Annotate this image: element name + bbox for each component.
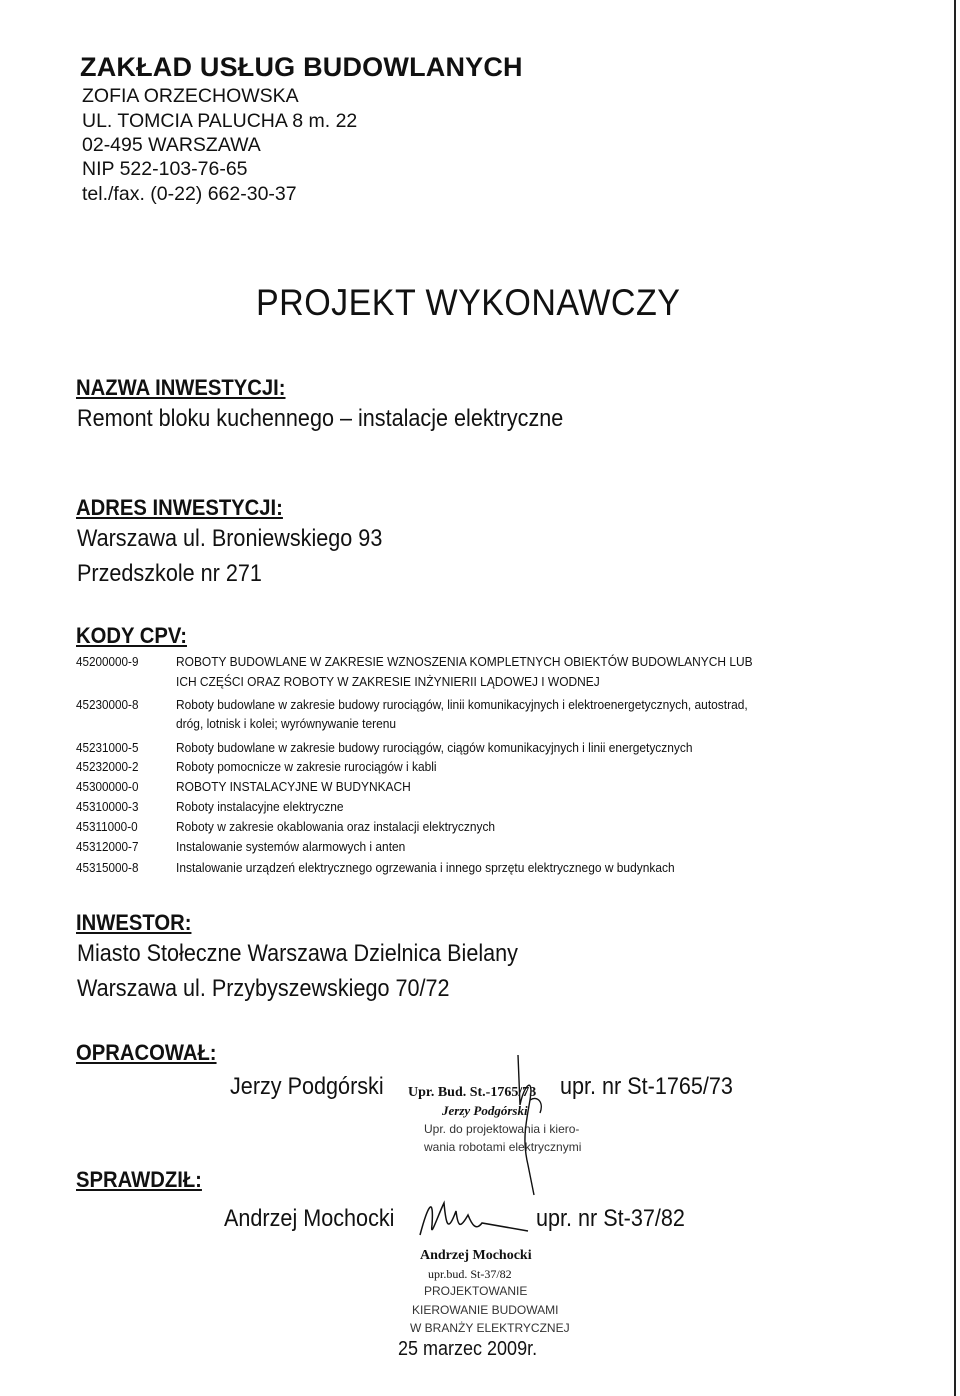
cpv-code: 45232000-2 — [76, 759, 139, 774]
investor-line1: Miasto Stołeczne Warszawa Dzielnica Bielany — [77, 940, 518, 967]
prepared-stamp-line2: Jerzy Podgórski — [442, 1103, 528, 1118]
company-city: 02-495 WARSZAWA — [82, 134, 261, 156]
investment-name-label: NAZWA INWESTYCJI: — [76, 375, 286, 400]
checked-label: SPRAWDZIŁ: — [76, 1167, 202, 1192]
company-street: UL. TOMCIA PALUCHA 8 m. 22 — [82, 110, 358, 132]
company-nip: NIP 522-103-76-65 — [82, 158, 248, 180]
cpv-code: 45311000-0 — [76, 819, 138, 834]
prepared-license: upr. nr St-1765/73 — [560, 1073, 733, 1100]
investor-line2: Warszawa ul. Przybyszewskiego 70/72 — [77, 975, 450, 1002]
cpv-label: KODY CPV: — [76, 623, 187, 648]
cpv-description: Instalowanie urządzeń elektrycznego ogrzewania i innego sprzętu elektrycznego w budynkach — [176, 860, 675, 875]
investment-address-line2: Przedszkole nr 271 — [77, 560, 262, 587]
checked-signature — [410, 1185, 530, 1245]
cpv-code: 45310000-3 — [76, 799, 139, 814]
cpv-code: 45231000-5 — [76, 740, 139, 755]
cpv-code: 45315000-8 — [76, 860, 139, 875]
prepared-label: OPRACOWAŁ: — [76, 1040, 217, 1065]
page-edge-line — [954, 0, 956, 1396]
cpv-description-continued: ICH CZĘŚCI ORAZ ROBOTY W ZAKRESIE INŻYNIERII LĄDOWEJ I WODNEJ — [176, 674, 600, 689]
cpv-code: 45312000-7 — [76, 839, 139, 854]
checked-stamp-line5: W BRANŻY ELEKTRYCZNEJ — [410, 1321, 570, 1335]
prepared-stamp-line1: Upr. Bud. St.-1765/73 — [408, 1085, 537, 1100]
cpv-description: ROBOTY INSTALACYJNE W BUDYNKACH — [176, 779, 411, 794]
cpv-description: ROBOTY BUDOWLANE W ZAKRESIE WZNOSZENIA KOMPLETNYCH OBIEKTÓW BUDOWLANYCH LUB — [176, 654, 753, 669]
cpv-description-continued: dróg, lotnisk i kolei; wyrównywanie terenu — [176, 716, 397, 731]
checked-stamp-line2: upr.bud. St-37/82 — [428, 1267, 512, 1281]
checked-stamp-line4: KIEROWANIE BUDOWAMI — [412, 1303, 559, 1317]
investment-address-label: ADRES INWESTYCJI: — [76, 495, 283, 520]
cpv-description: Roboty instalacyjne elektryczne — [176, 799, 344, 814]
checked-stamp-line1: Andrzej Mochocki — [420, 1248, 532, 1263]
prepared-stamp-line3: Upr. do projektowania i kiero- — [424, 1122, 580, 1136]
checked-name: Andrzej Mochocki — [224, 1205, 395, 1232]
company-name: ZAKŁAD USŁUG BUDOWLANYCH — [80, 52, 523, 82]
company-phone: tel./fax. (0-22) 662-30-37 — [82, 183, 297, 205]
checked-stamp-line3: PROJEKTOWANIE — [424, 1284, 528, 1298]
cpv-code: 45200000-9 — [76, 654, 139, 669]
cpv-description: Roboty w zakresie okablowania oraz instalacji elektrycznych — [176, 819, 496, 834]
company-owner: ZOFIA ORZECHOWSKA — [82, 85, 299, 107]
cpv-description: Roboty budowlane w zakresie budowy rurociągów, ciągów komunikacyjnych i linii energetycznych — [176, 740, 693, 755]
checked-license: upr. nr St-37/82 — [536, 1205, 685, 1232]
investment-address-line1: Warszawa ul. Broniewskiego 93 — [77, 525, 383, 552]
document-date: 25 marzec 2009r. — [398, 1338, 538, 1360]
investor-label: INWESTOR: — [76, 910, 192, 935]
prepared-signature — [500, 1045, 560, 1195]
investment-name: Remont bloku kuchennego – instalacje elektryczne — [77, 405, 564, 432]
cpv-description: Roboty budowlane w zakresie budowy rurociągów, linii komunikacyjnych i elektroenergetycznych, autostrad, — [176, 697, 748, 712]
cpv-description: Roboty pomocnicze w zakresie rurociągów i kabli — [176, 759, 437, 774]
cpv-code: 45300000-0 — [76, 779, 139, 794]
document-title: PROJEKT WYKONAWCZY — [256, 282, 681, 323]
cpv-description: Instalowanie systemów alarmowych i anten — [176, 839, 406, 854]
prepared-stamp-line4: wania robotami elektrycznymi — [424, 1140, 582, 1154]
prepared-name: Jerzy Podgórski — [230, 1073, 384, 1100]
cpv-code: 45230000-8 — [76, 697, 139, 712]
